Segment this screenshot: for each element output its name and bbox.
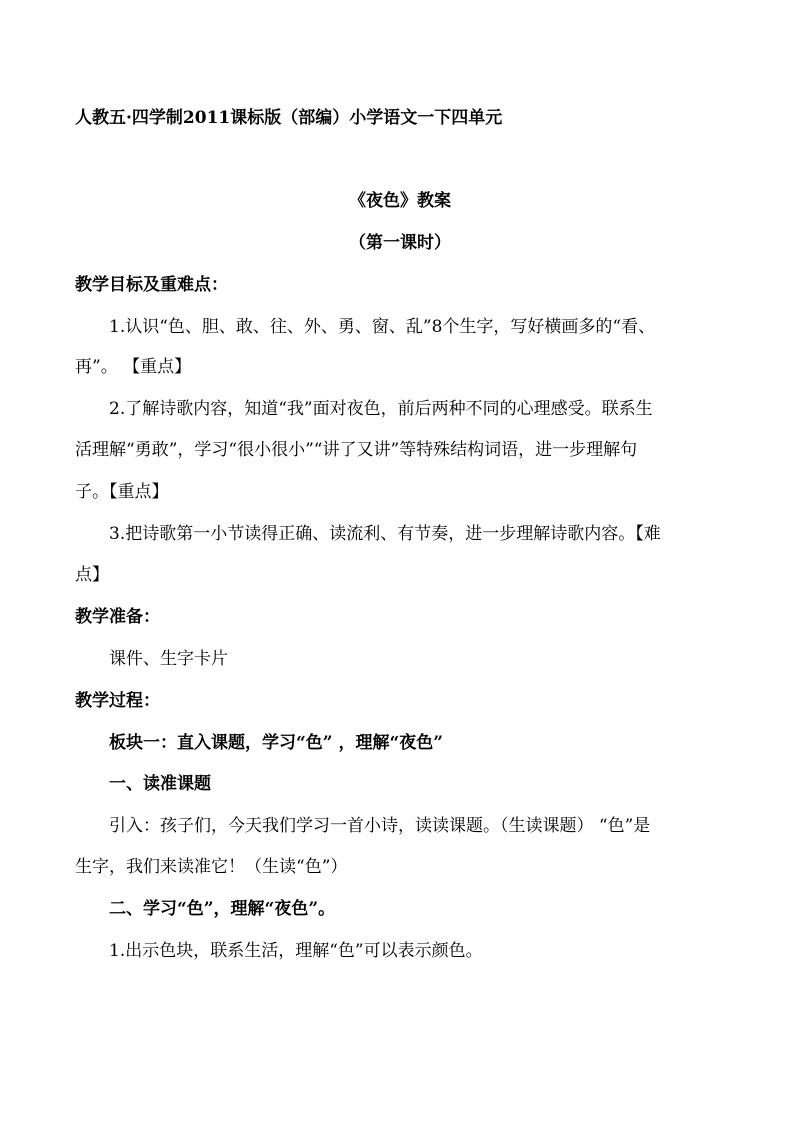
document-subtitle: （第一课时） xyxy=(349,233,451,253)
document-title: 《夜色》教案 xyxy=(349,191,451,211)
objective-1-line-2: 再”。 【重点】 xyxy=(75,357,192,377)
objectives-heading: 教学目标及重难点： xyxy=(75,275,228,295)
document-header: 人教五·四学制2011课标版（部编）小学语文一下四单元 xyxy=(75,108,503,128)
objective-2-line-3: 子。【重点】 xyxy=(75,482,169,502)
objective-1-line-1: 1.认识“色、胆、敢、往、外、勇、窗、乱”8个生字，写好横画多的“看、 xyxy=(109,317,656,337)
step-2-item-1: 1.出示色块，联系生活，理解“色”可以表示颜色。 xyxy=(109,941,483,961)
objective-2-line-1: 2.了解诗歌内容，知道“我”面对夜色，前后两种不同的心理感受。联系生 xyxy=(109,399,653,419)
preparation-heading: 教学准备： xyxy=(75,607,160,627)
objective-3-line-1: 3.把诗歌第一小节读得正确、读流利、有节奏，进一步理解诗歌内容。【难 xyxy=(109,524,661,544)
step-2-heading: 二、学习“色”，理解“夜色”。 xyxy=(109,899,336,919)
objective-2-line-2: 活理解“勇敢”，学习“很小很小”“讲了又讲”等特殊结构词语，进一步理解句 xyxy=(75,440,638,460)
step-1-line-2: 生字，我们来读准它！（生读“色”） xyxy=(75,857,348,877)
step-1-heading: 一、读准课题 xyxy=(109,774,211,794)
preparation-text: 课件、生字卡片 xyxy=(109,649,228,669)
step-1-line-1: 引入：孩子们，今天我们学习一首小诗，读读课题。（生读课题） “色”是 xyxy=(109,816,651,836)
objective-3-line-2: 点】 xyxy=(75,565,109,585)
process-heading: 教学过程： xyxy=(75,691,160,711)
block-1-heading: 板块一：直入课题，学习“色” ，理解“夜色” xyxy=(109,733,444,753)
